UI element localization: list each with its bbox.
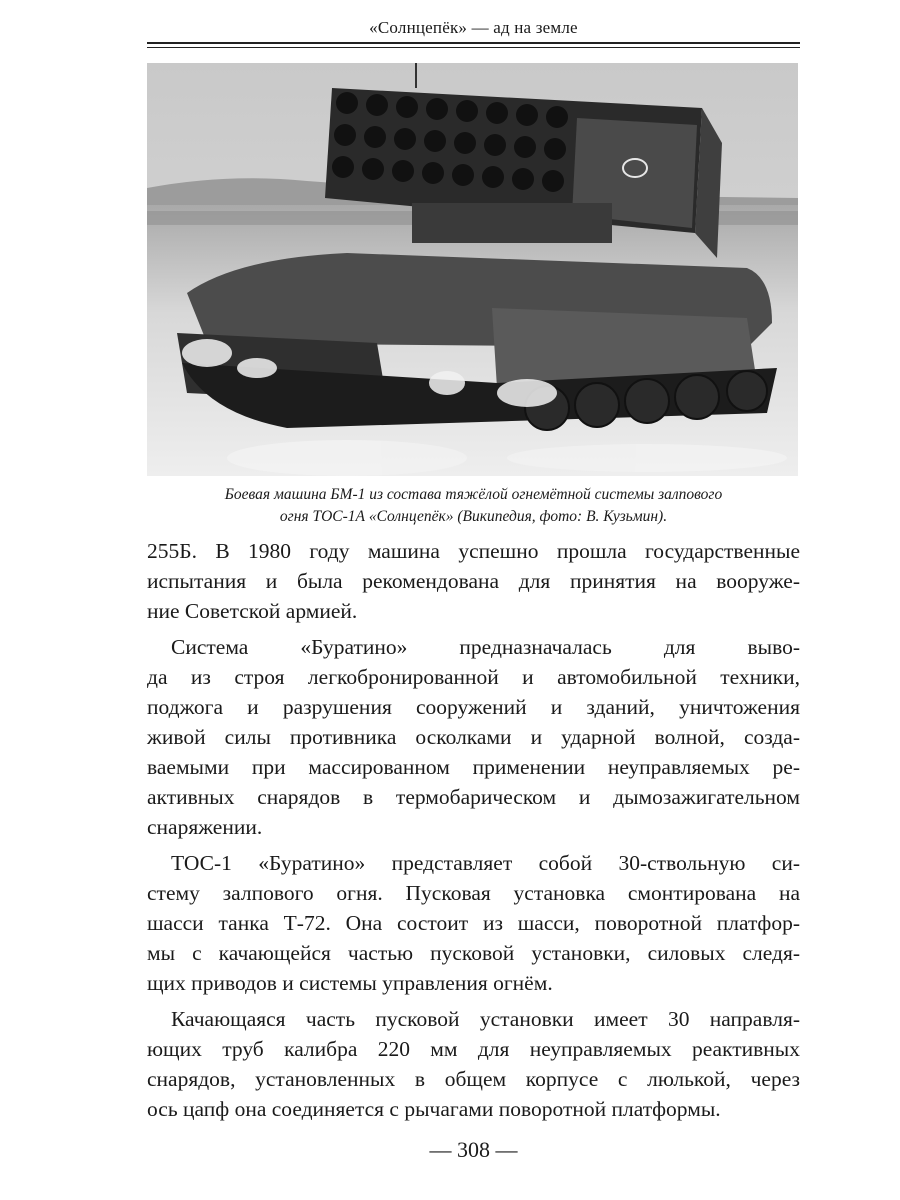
text-line: Качающаяся часть пусковой установки имеет 30 направля- <box>171 1007 800 1031</box>
text-line: да из строя легкобронированной и автомобильной техники, <box>147 665 800 689</box>
text-line: ось цапф она соединяется с рычагами поворотной платформы. <box>147 1097 721 1121</box>
text-line: поджога и разрушения сооружений и зданий, уничтожения <box>147 695 800 719</box>
text-line: снарядов, установленных в общем корпусе с люлькой, через <box>147 1067 800 1091</box>
caption-line: Боевая машина БМ-1 из состава тяжёлой огнемётной системы залпового <box>224 486 723 503</box>
text-line: шасси танка Т-72. Она состоит из шасси, поворотной платфор- <box>147 911 800 935</box>
figure-caption <box>147 484 800 528</box>
paragraph-4 <box>147 1004 800 1124</box>
header-rule-thick <box>147 42 800 44</box>
text-line: Система «Буратино» предназначалась для выво- <box>171 635 800 659</box>
text-line: 255Б. В 1980 году машина успешно прошла государственные <box>147 539 800 563</box>
text-line: активных снарядов в термобарическом и дымозажигательном <box>147 785 800 809</box>
text-line: снаряжении. <box>147 815 263 839</box>
paragraph-1 <box>147 536 800 626</box>
caption-line: огня ТОС-1А «Солнцепёк» (Википедия, фото: В. Кузьмин). <box>279 508 668 525</box>
text-line: ваемыми при массированном применении неуправляемых ре- <box>147 755 800 779</box>
text-line: ющих труб калибра 220 мм для неуправляемых реактивных <box>147 1037 800 1061</box>
text-line: мы с качающейся частью пусковой установки, силовых следя- <box>147 941 800 965</box>
header-rule-thin <box>147 47 800 48</box>
page-number: — 308 — <box>429 1137 518 1162</box>
text-line: стему залпового огня. Пусковая установка смонтирована на <box>147 881 800 905</box>
text-line: живой силы противника осколками и ударной волной, созда- <box>147 725 800 749</box>
paragraph-2 <box>147 632 800 842</box>
paragraph-3 <box>147 848 800 998</box>
text-line: щих приводов и системы управления огнём. <box>147 971 553 995</box>
body-text <box>147 536 800 1124</box>
tos-1a-launcher-photo <box>147 63 798 476</box>
text-line: ТОС-1 «Буратино» представляет собой 30-ствольную си- <box>171 851 800 875</box>
running-header: «Солнцепёк» — ад на земле <box>369 18 578 37</box>
text-line: испытания и была рекомендована для принятия на вооруже- <box>147 569 800 593</box>
text-line: ние Советской армией. <box>147 599 358 623</box>
